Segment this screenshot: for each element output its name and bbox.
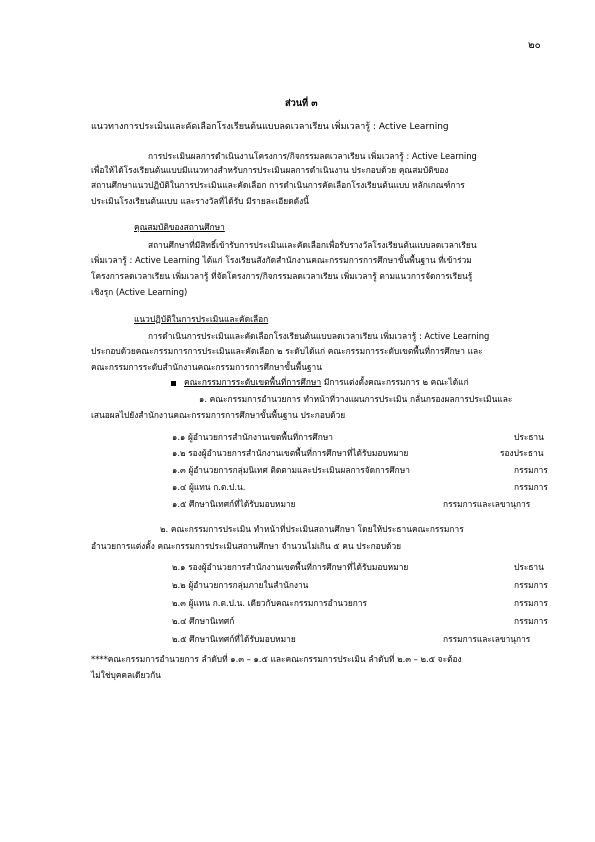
committee1-member-name: ๑.๓ ผู้อำนวยการกลุ่มนิเทศ ติดตามและประเมินผลการจัดการศึกษา (172, 465, 410, 475)
intro-line: การประเมินผลการดำเนินงานโครงการ/กิจกรรมลดเวลาเรียน เพิ่มเวลารู้ : Active Learning (148, 151, 477, 161)
committee2-line: อำนวยการแต่งตั้ง คณะกรรมการประเมินสถานศึกษา จำนวนไม่เกิน ๕ คน ประกอบด้วย (91, 541, 402, 551)
intro-line: สถานศึกษาแนวปฏิบัติในการประเมินและคัดเลือก การดำเนินการคัดเลือกโรงเรียนต้นแบบ หลักเกณฑ์การ (91, 180, 465, 190)
committee1-member-role: กรรมการ (514, 465, 548, 475)
committee1-member-role: กรรมการและเลขานุการ (443, 499, 531, 509)
note-line: ไม่ใช่บุคคลเดียวกัน (91, 670, 161, 680)
guidelines-line: คณะกรรมการระดับสำนักงานคณะกรรมการการศึกษาขั้นพื้นฐาน (91, 362, 322, 372)
committee1-member-name: ๑.๔ ผู้แทน ก.ต.ป.น. (172, 482, 246, 492)
committee1-line: ๑. คณะกรรมการอำนวยการ ทำหน้าที่วางแผนการประเมิน กลั่นกรองผลการประเมินและ (199, 394, 513, 404)
committee2-member-role: กรรมการ (514, 598, 548, 608)
committee1-line: เสนอผลไปยังสำนักงานคณะกรรมการการศึกษาขั้นพื้นฐาน ประกอบด้วย (91, 410, 346, 420)
intro-line: เพื่อให้ได้โรงเรียนต้นแบบมีแนวทางสำหรับการประเมินผลการดำเนินงาน ประกอบด้วย คุณสมบัติของ (91, 165, 449, 175)
committee2-line: ๒. คณะกรรมการประเมิน ทำหน้าที่ประเมินสถานศึกษา โดยให้ประธานคณะกรรมการ (160, 524, 464, 534)
committee2-member-role: กรรมการ (514, 580, 548, 590)
committee2-member-name: ๒.๑ รองผู้อำนวยการสำนักงานเขตพื้นที่การศึกษาที่ได้รับมอบหมาย (172, 562, 409, 572)
committee1-member-role: กรรมการ (514, 482, 548, 492)
area-committee-suffix: มีการแต่งตั้งคณะกรรมการ ๒ คณะได้แก่ (321, 377, 469, 387)
committee2-member-role: กรรมการและเลขานุการ (443, 634, 531, 644)
guidelines-heading: แนวปฏิบัติในการประเมินและคัดเลือก (134, 314, 269, 324)
committee2-member-role: ประธาน (514, 562, 544, 572)
committee2-member-name: ๒.๓ ผู้แทน ก.ต.ป.น. เดียวกับคณะกรรมการอำนวยการ (172, 598, 368, 608)
committee1-member-name: ๑.๕ ศึกษานิเทศก์ที่ได้รับมอบหมาย (172, 499, 296, 509)
guidelines-line: ประกอบด้วยคณะกรรมการการประเมินและคัดเลือก ๒ ระดับได้แก่ คณะกรรมการระดับเขตพื้นที่การศึกษา และ (91, 346, 483, 356)
guidelines-line: การดำเนินการประเมินและคัดเลือกโรงเรียนต้นแบบลดเวลาเรียน เพิ่มเวลารู้ : Active Learning (148, 331, 490, 341)
area-committee-heading: คณะกรรมการระดับเขตพื้นที่การศึกษา (184, 377, 322, 387)
qualifications-line: โครงการลดเวลาเรียน เพิ่มเวลารู้ ที่จัดโครงการ/กิจกรรมลดเวลาเรียน เพิ่มเวลารู้ ตามแนวการจัดการเรียนรู้ (91, 271, 473, 281)
bullet-square-icon (171, 381, 176, 386)
committee2-member-name: ๒.๔ ศึกษานิเทศก์ (172, 616, 235, 626)
committee2-member-role: กรรมการ (514, 616, 548, 626)
area-committee-line (184, 377, 469, 388)
committee2-member-name: ๒.๒ ผู้อำนวยการกลุ่มภายในสำนักงาน (172, 580, 309, 590)
committee1-member-role: ประธาน (514, 432, 544, 442)
committee2-member-name: ๒.๕ ศึกษานิเทศก์ที่ได้รับมอบหมาย (172, 634, 296, 644)
section-title: ส่วนที่ ๓ (285, 98, 318, 109)
qualifications-line: สถานศึกษาที่มีสิทธิ์เข้ารับการประเมินและคัดเลือกเพื่อรับรางวัลโรงเรียนต้นแบบลดเวลาเรียน (148, 240, 477, 250)
qualifications-line: เชิงรุก (Active Learning) (91, 287, 188, 297)
page-number: ๒๐ (528, 40, 541, 51)
section-subtitle: แนวทางการประเมินและคัดเลือกโรงเรียนต้นแบบลดเวลาเรียน เพิ่มเวลารู้ : Active Learning (91, 122, 449, 132)
qualifications-heading: คุณสมบัติของสถานศึกษา (134, 222, 225, 232)
qualifications-line: เพิ่มเวลารู้ : Active Learning ได้แก่ โรงเรียนสังกัดสำนักงานคณะกรรมการการศึกษาขั้นพื้นฐาน ที่เข้าร่วม (91, 255, 472, 265)
intro-line: ประเมินโรงเรียนต้นแบบ และรางวัลที่ได้รับ มีรายละเอียดดังนี้ (91, 196, 309, 206)
committee1-member-role: รองประธาน (500, 448, 544, 458)
note-line: ****คณะกรรมการอำนวยการ ลำดับที่ ๑.๓ – ๑.๕ และคณะกรรมการประเมิน ลำดับที่ ๒.๓ – ๒.๕ จะต้อง (91, 654, 462, 664)
committee1-member-name: ๑.๒ รองผู้อำนวยการสำนักงานเขตพื้นที่การศึกษาที่ได้รับมอบหมาย (172, 448, 409, 458)
committee1-member-name: ๑.๑ ผู้อำนวยการสำนักงานเขตพื้นที่การศึกษา (172, 432, 334, 442)
